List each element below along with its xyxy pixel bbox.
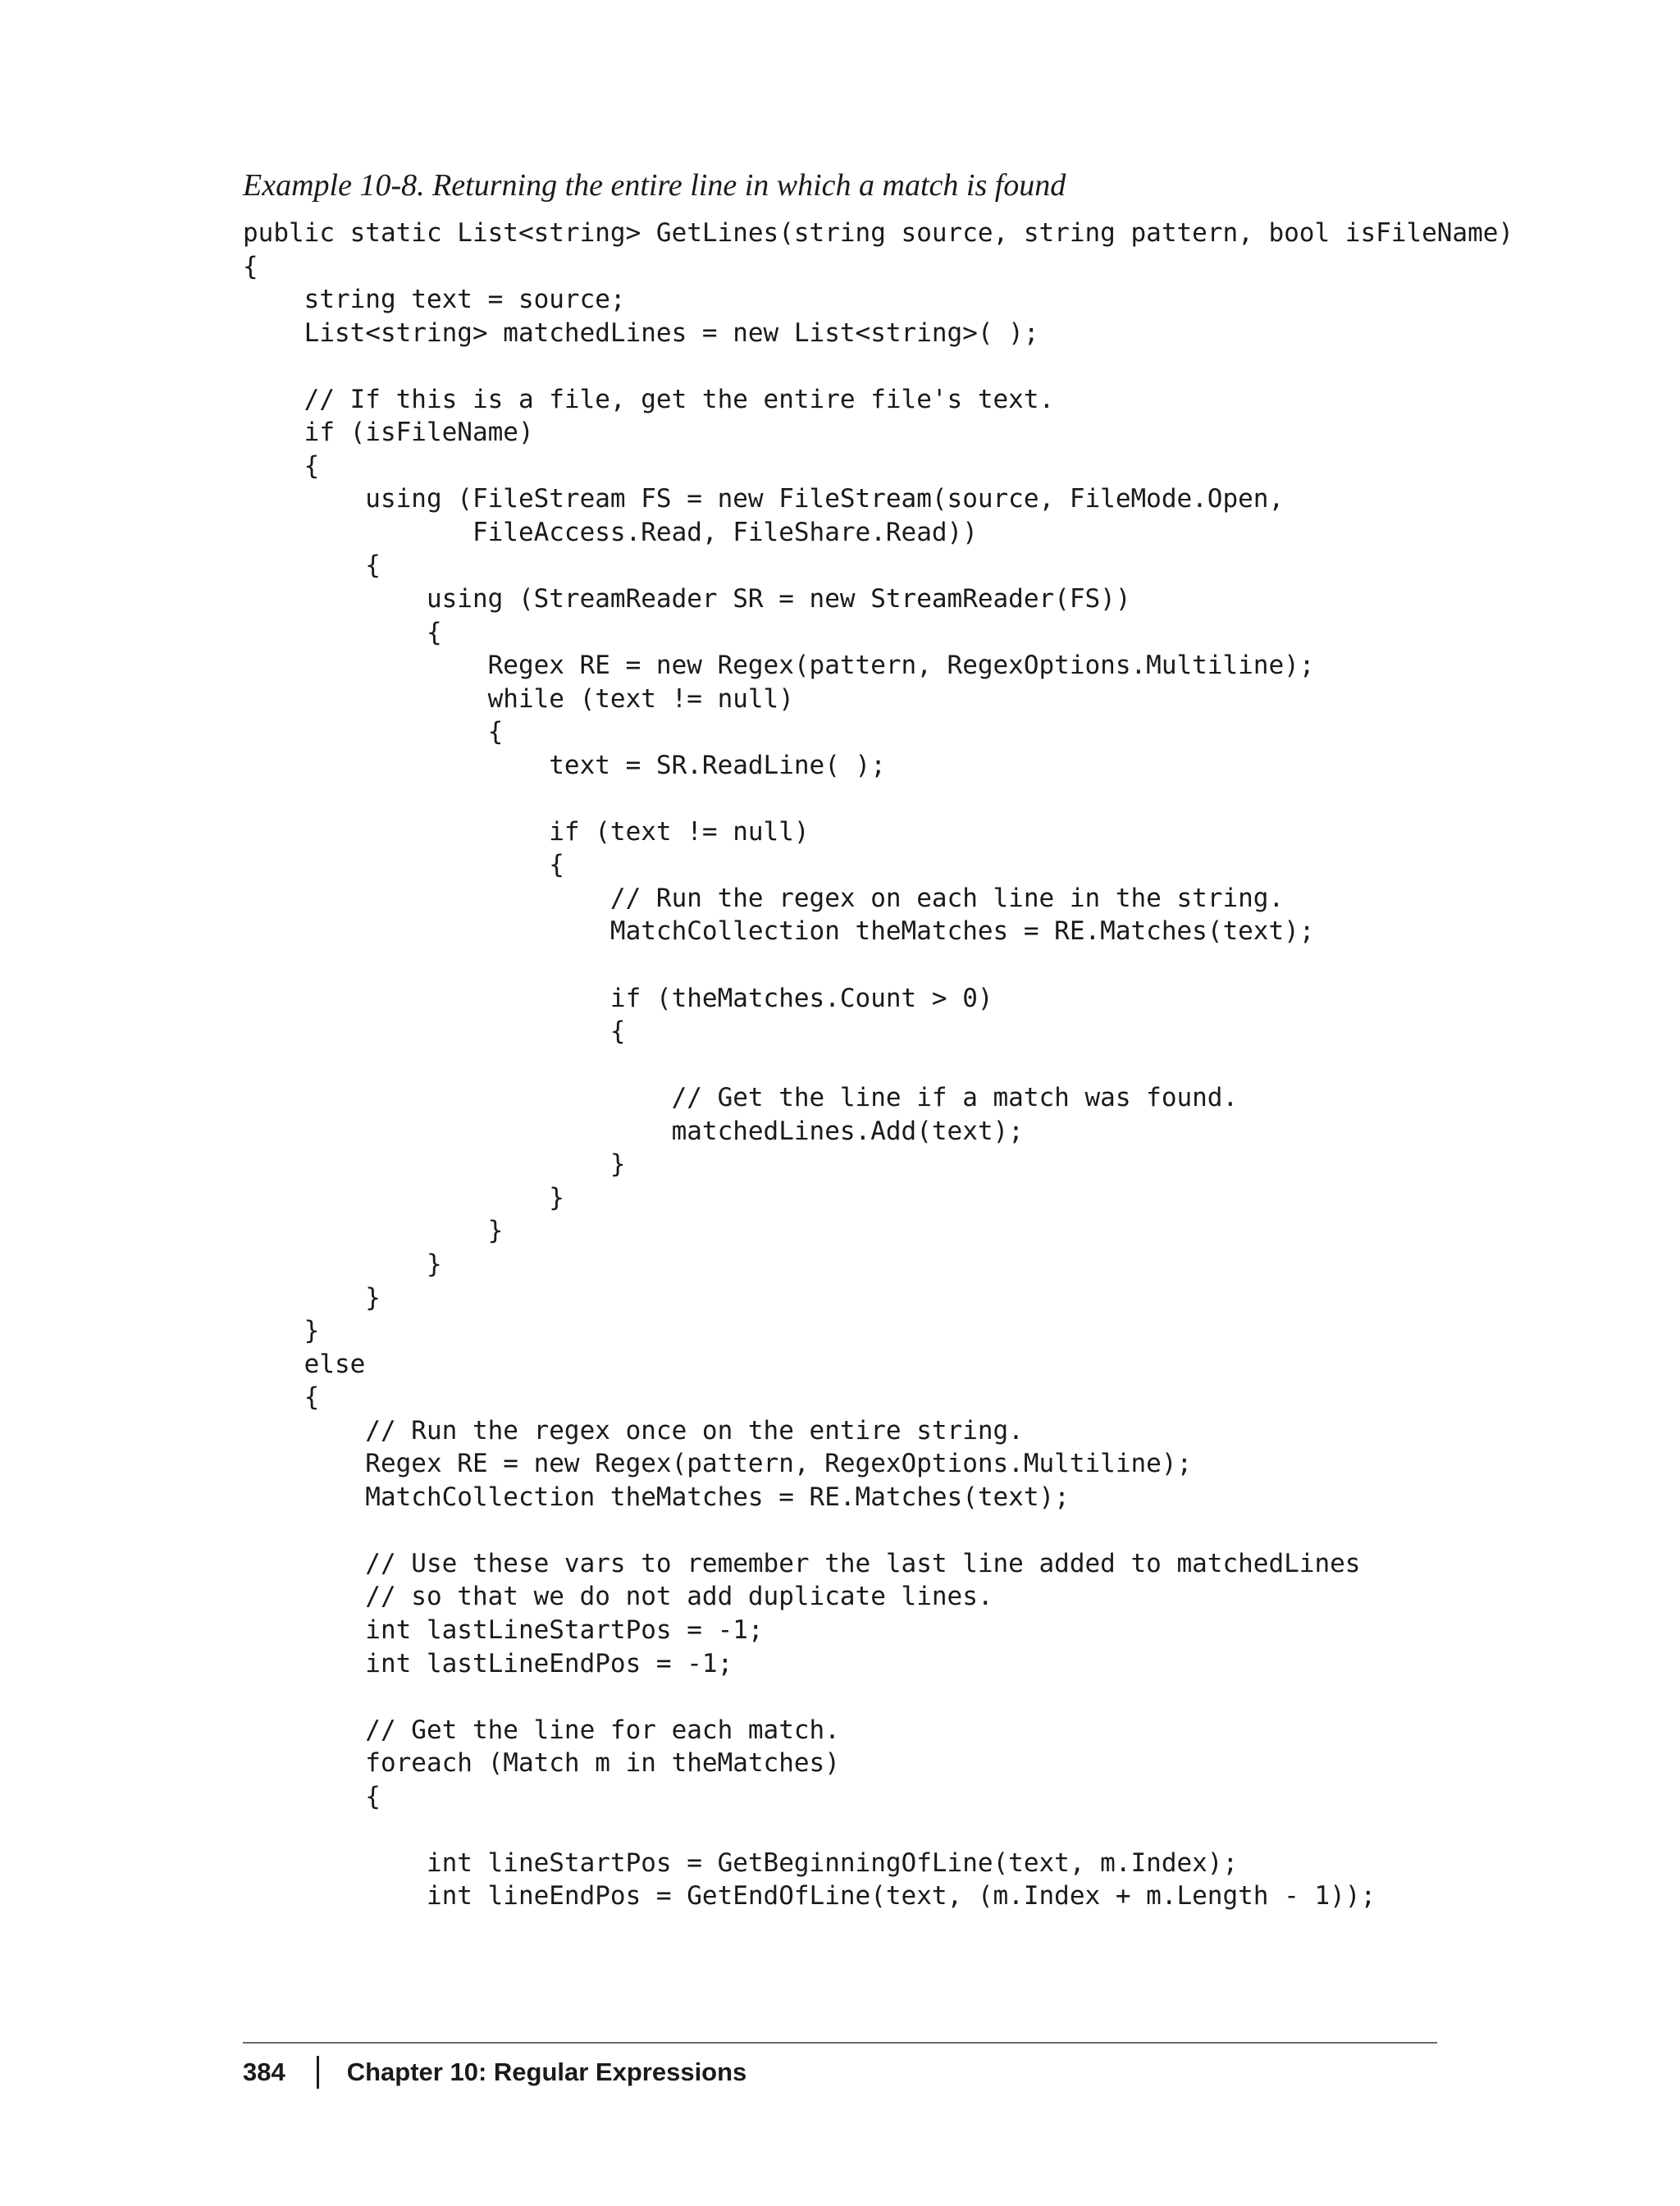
code-line: if (text != null): [243, 816, 810, 847]
code-line: public static List<string> GetLines(string source, string pattern, bool isFileName): [243, 218, 1514, 248]
code-line: {: [243, 1382, 320, 1413]
code-line: // Run the regex on each line in the string.: [243, 883, 1285, 913]
code-line: {: [243, 850, 564, 880]
code-line: text = SR.ReadLine( );: [243, 750, 886, 780]
code-line: [243, 1813, 1513, 1847]
code-line: [243, 1680, 1513, 1714]
code-line: [243, 1514, 1513, 1547]
code-line: }: [243, 1149, 626, 1180]
code-line: [243, 948, 1513, 982]
code-line: }: [243, 1216, 504, 1246]
code-line: [243, 349, 1513, 383]
code-line: // If this is a file, get the entire file's text.: [243, 384, 1055, 414]
code-line: matchedLines.Add(text);: [243, 1116, 1024, 1146]
code-line: // Use these vars to remember the last line added to matchedLines: [243, 1548, 1361, 1578]
code-line: while (text != null): [243, 683, 794, 714]
code-line: int lineEndPos = GetEndOfLine(text, (m.Index + m.Length - 1));: [243, 1881, 1376, 1911]
code-line: {: [243, 1781, 381, 1811]
code-line: int lineStartPos = GetBeginningOfLine(text, m.Index);: [243, 1847, 1239, 1878]
code-line: MatchCollection theMatches = RE.Matches(text);: [243, 916, 1315, 947]
code-line: }: [243, 1182, 564, 1213]
code-line: {: [243, 717, 504, 747]
code-line: FileAccess.Read, FileShare.Read)): [243, 517, 978, 547]
code-line: List<string> matchedLines = new List<string>( );: [243, 317, 1039, 348]
code-line: [243, 1048, 1513, 1082]
code-line: }: [243, 1249, 442, 1279]
code-line: MatchCollection theMatches = RE.Matches(text);: [243, 1482, 1070, 1512]
code-line: int lastLineStartPos = -1;: [243, 1615, 764, 1645]
code-line: // Run the regex once on the entire string.: [243, 1415, 1024, 1446]
code-line: string text = source;: [243, 285, 626, 315]
code-line: using (FileStream FS = new FileStream(source, FileMode.Open,: [243, 484, 1285, 514]
code-line: // Get the line if a match was found.: [243, 1083, 1239, 1113]
page-number: 384: [243, 2058, 285, 2086]
code-line: else: [243, 1349, 366, 1379]
chapter-title: Chapter 10: Regular Expressions: [346, 2058, 747, 2086]
code-line: if (theMatches.Count > 0): [243, 983, 993, 1013]
code-line: {: [243, 1016, 626, 1047]
code-line: // so that we do not add duplicate lines.: [243, 1582, 993, 1612]
code-line: int lastLineEndPos = -1;: [243, 1648, 733, 1678]
footer-separator: [317, 2056, 319, 2089]
footer-rule: [243, 2042, 1437, 2044]
code-line: foreach (Match m in theMatches): [243, 1748, 840, 1779]
code-line: {: [243, 617, 442, 647]
code-line: Regex RE = new Regex(pattern, RegexOptions.Multiline);: [243, 1449, 1193, 1479]
code-line: Regex RE = new Regex(pattern, RegexOptions.Multiline);: [243, 651, 1315, 681]
code-line: {: [243, 251, 258, 281]
code-line: [243, 782, 1513, 815]
code-listing: [243, 217, 1513, 1913]
code-line: // Get the line for each match.: [243, 1715, 840, 1745]
code-line: }: [243, 1282, 381, 1313]
code-line: using (StreamReader SR = new StreamReader(FS)): [243, 584, 1131, 614]
code-line: }: [243, 1316, 320, 1346]
code-line: {: [243, 550, 381, 581]
page-footer: [243, 2048, 746, 2097]
code-line: if (isFileName): [243, 418, 534, 448]
code-line: {: [243, 450, 320, 481]
example-caption: Example 10-8. Returning the entire line in which a match is found: [243, 168, 1066, 203]
